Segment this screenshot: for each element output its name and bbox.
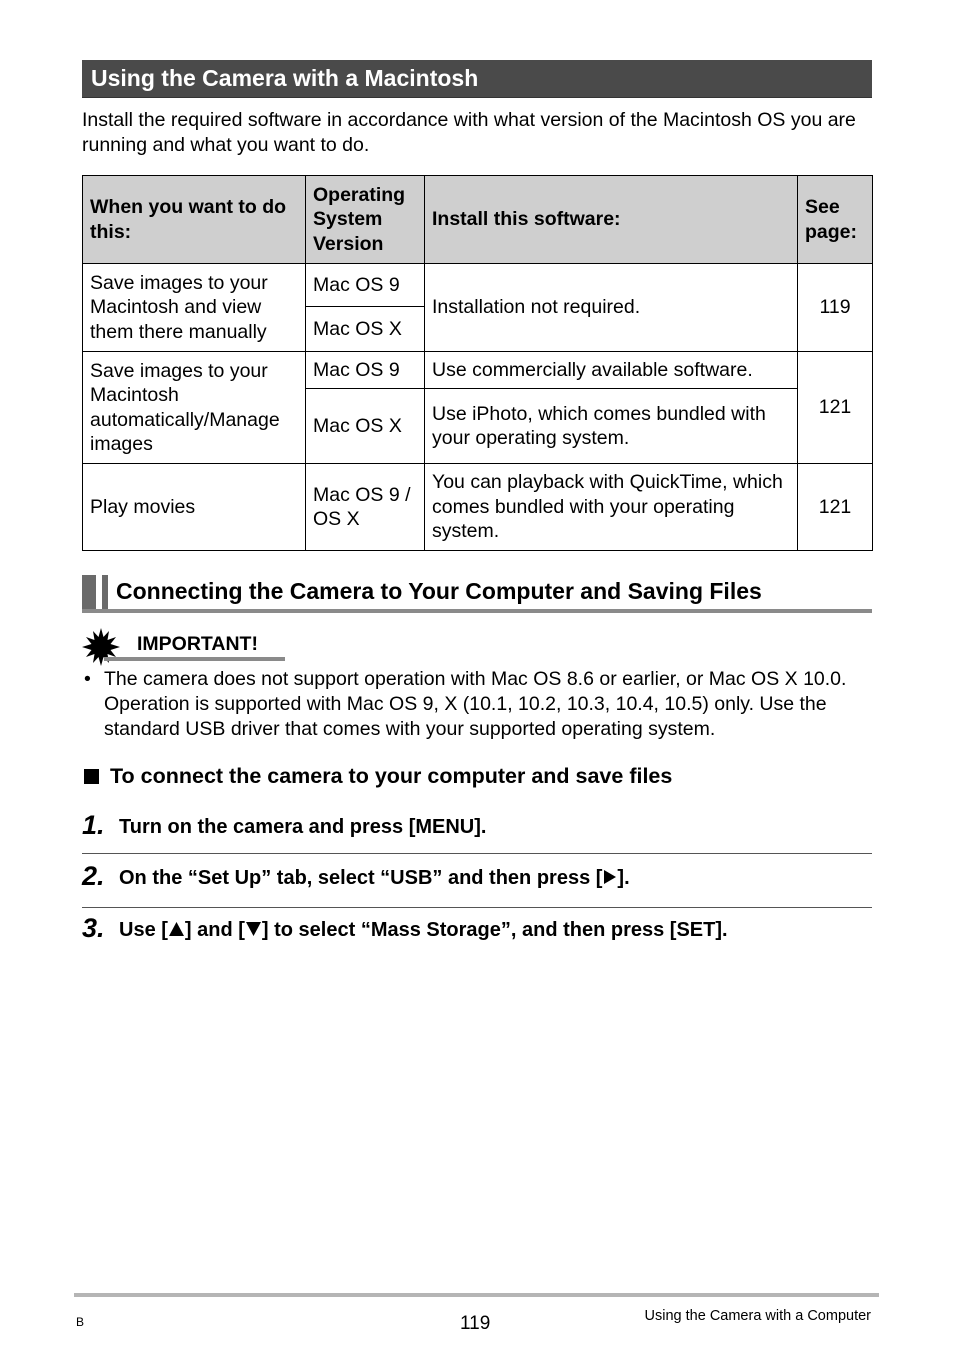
step-1	[82, 810, 872, 854]
os-cell: Mac OS 9 / OS X	[306, 464, 425, 551]
page-number: 119	[460, 1313, 491, 1334]
important-callout	[82, 628, 292, 664]
square-bullet-icon	[84, 769, 99, 784]
down-triangle-icon	[245, 921, 262, 937]
section-title-banner	[82, 60, 872, 98]
step-text-part: ] to select “Mass Storage”, and then press [SET].	[261, 919, 728, 941]
section-title: Using the Camera with a Macintosh	[91, 65, 479, 91]
heading-bar-decoration	[82, 575, 96, 610]
header-cell: Install this software:	[425, 176, 798, 264]
step-text-part: On the “Set Up” tab, select “USB” and then press [	[119, 867, 603, 889]
page-cell: 121	[798, 352, 873, 464]
intro-paragraph: Install the required software in accordance with what version of the Macintosh OS you are running and what you want to do.	[82, 109, 856, 156]
table-row	[83, 264, 873, 307]
bullet-text: The camera does not support operation with Mac OS 8.6 or earlier, or Mac OS X 10.0. Operation is supported with Mac OS 9, X (10.1, 10.2, 10.3, 10.4, 10.5) only. Use the standard USB driver that comes with your supported operating system.	[104, 668, 847, 740]
page-cell: 121	[798, 464, 873, 551]
header-cell: See page:	[798, 176, 873, 264]
step-2	[82, 861, 872, 908]
software-cell: Use iPhoto, which comes bundled with your operating system.	[425, 389, 798, 464]
footer-chapter-title: Using the Camera with a Computer	[644, 1308, 871, 1324]
subsection-heading	[82, 575, 872, 613]
header-cell: When you want to do this:	[83, 176, 306, 264]
step-divider	[82, 853, 872, 854]
up-triangle-icon	[168, 921, 185, 937]
page-cell: 119	[798, 264, 873, 352]
header-cell: Operating System Version	[306, 176, 425, 264]
step-number: 3.	[82, 913, 105, 943]
heading-bar-decoration	[102, 575, 108, 610]
os-cell: Mac OS 9	[306, 352, 425, 389]
table-row	[83, 352, 873, 389]
step-3	[82, 913, 872, 957]
step-divider	[82, 907, 872, 908]
step-text	[119, 919, 728, 942]
important-label: IMPORTANT!	[137, 633, 258, 655]
step-text: Turn on the camera and press [MENU].	[119, 816, 487, 838]
step-text-part: Use [	[119, 919, 168, 941]
procedure-heading	[84, 764, 672, 789]
step-text-part: ].	[617, 867, 630, 889]
os-cell: Mac OS X	[306, 307, 425, 352]
os-cell: Mac OS X	[306, 389, 425, 464]
procedure-title: To connect the camera to your computer and save files	[110, 764, 673, 788]
footer-rule	[74, 1293, 879, 1297]
step-number: 2.	[82, 861, 105, 891]
table-header-row	[83, 176, 873, 264]
heading-underline	[82, 609, 872, 613]
software-cell: Use commercially available software.	[425, 352, 798, 389]
step-number: 1.	[82, 810, 105, 840]
software-cell: Installation not required.	[425, 264, 798, 352]
task-cell: Play movies	[83, 464, 306, 551]
task-cell: Save images to your Macintosh automatically/Manage images	[83, 352, 306, 464]
software-table	[82, 175, 873, 551]
software-cell: You can playback with QuickTime, which comes bundled with your operating system.	[425, 464, 798, 551]
important-underline	[104, 657, 285, 661]
step-text	[119, 867, 630, 890]
bullet-marker: •	[84, 668, 91, 690]
step-text-part: ] and [	[184, 919, 245, 941]
task-cell: Save images to your Macintosh and view them there manually	[83, 264, 306, 352]
footer-left-code: B	[76, 1315, 85, 1329]
table-row	[83, 464, 873, 551]
os-cell: Mac OS 9	[306, 264, 425, 307]
subsection-title: Connecting the Camera to Your Computer and Saving Files	[116, 578, 762, 604]
right-triangle-icon	[602, 869, 617, 885]
